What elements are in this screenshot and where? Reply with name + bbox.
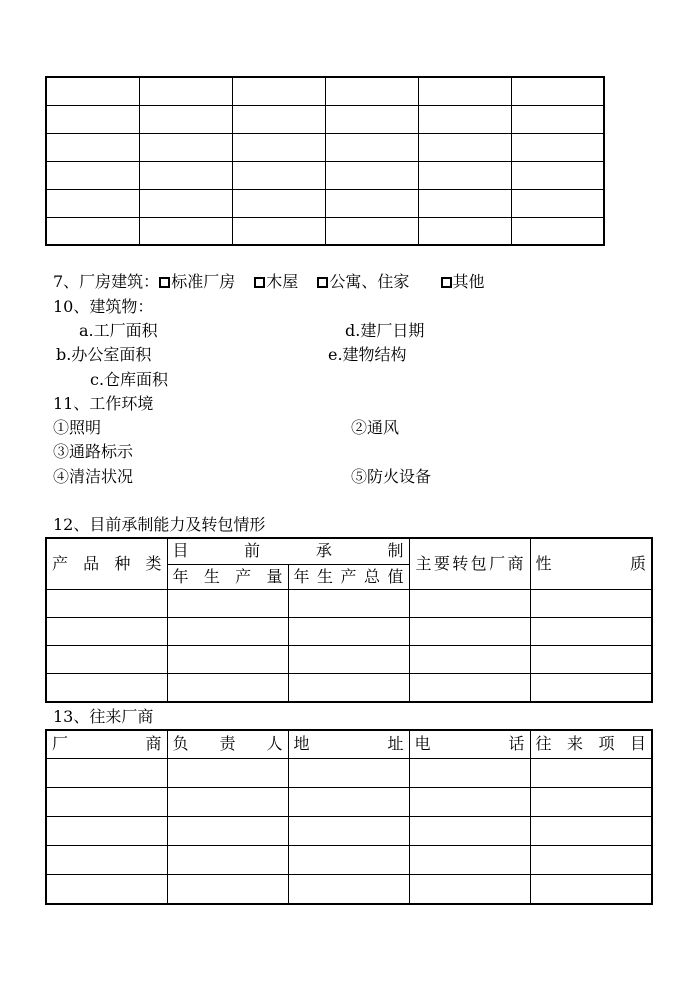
capacity-table-cell[interactable] xyxy=(288,617,409,645)
top-table-cell[interactable] xyxy=(232,133,325,161)
capacity-table-cell[interactable] xyxy=(530,589,652,617)
vendor-table-cell[interactable] xyxy=(409,875,530,904)
top-table-row xyxy=(46,105,604,133)
header-person-in-charge: 负 责 人 xyxy=(167,730,288,758)
top-table-cell[interactable] xyxy=(511,77,604,105)
header-business-items: 往 来 项 目 xyxy=(530,730,652,758)
vendor-table-cell[interactable] xyxy=(167,846,288,875)
q11-item-2: ②通风 xyxy=(351,418,400,437)
top-table-cell[interactable] xyxy=(46,105,139,133)
vendor-table-row xyxy=(46,846,652,875)
q7-line xyxy=(53,272,485,292)
vendor-table-cell[interactable] xyxy=(288,758,409,787)
top-table-cell[interactable] xyxy=(139,189,232,217)
capacity-table-cell[interactable] xyxy=(288,674,409,702)
capacity-table-row xyxy=(46,589,652,617)
top-table-cell[interactable] xyxy=(418,217,511,245)
vendor-table-cell[interactable] xyxy=(46,875,167,904)
top-table-cell[interactable] xyxy=(418,161,511,189)
top-table-cell[interactable] xyxy=(325,105,418,133)
top-table-cell[interactable] xyxy=(139,161,232,189)
q11-item-3: ③通路标示 xyxy=(53,442,134,461)
q10-label: 10、建筑物： xyxy=(53,297,154,316)
top-table-row xyxy=(46,217,604,245)
top-table-cell[interactable] xyxy=(325,77,418,105)
header-annual-output: 年 生 产 量 xyxy=(167,564,288,589)
top-table-cell[interactable] xyxy=(325,161,418,189)
q10-item-c: c.仓库面积 xyxy=(90,370,169,389)
top-table-cell[interactable] xyxy=(511,189,604,217)
capacity-table-cell[interactable] xyxy=(409,674,530,702)
vendor-table xyxy=(45,729,653,905)
top-table-cell[interactable] xyxy=(511,161,604,189)
top-table-cell[interactable] xyxy=(232,161,325,189)
vendor-table-cell[interactable] xyxy=(409,787,530,816)
header-product-type: 产 品 种 类 xyxy=(46,538,167,589)
top-table-cell[interactable] xyxy=(511,133,604,161)
vendor-table-cell[interactable] xyxy=(530,846,652,875)
q11-item-4: ④清洁状况 xyxy=(53,467,134,486)
capacity-table-cell[interactable] xyxy=(530,617,652,645)
q11-item-1: ①照明 xyxy=(53,418,102,437)
header-vendor: 厂 商 xyxy=(46,730,167,758)
capacity-table-cell[interactable] xyxy=(288,646,409,674)
q10-item-a: a.工厂面积 xyxy=(79,321,158,340)
top-table-cell[interactable] xyxy=(46,161,139,189)
top-table-cell[interactable] xyxy=(232,105,325,133)
vendor-table-cell[interactable] xyxy=(46,846,167,875)
vendor-table-cell[interactable] xyxy=(46,787,167,816)
capacity-table xyxy=(45,537,653,703)
top-table-cell[interactable] xyxy=(139,105,232,133)
option-standard-factory: 标准厂房 xyxy=(171,272,236,291)
capacity-table-cell[interactable] xyxy=(530,646,652,674)
vendor-table-cell[interactable] xyxy=(530,816,652,845)
checkbox-standard-factory[interactable] xyxy=(159,277,170,288)
q7-label: 7、厂房建筑： xyxy=(53,272,160,291)
header-phone: 电 话 xyxy=(409,730,530,758)
capacity-table-cell[interactable] xyxy=(167,674,288,702)
capacity-table-cell[interactable] xyxy=(46,674,167,702)
top-table-row xyxy=(46,133,604,161)
capacity-table-cell[interactable] xyxy=(409,646,530,674)
top-table-cell[interactable] xyxy=(46,189,139,217)
top-table-cell[interactable] xyxy=(46,217,139,245)
vendor-table-cell[interactable] xyxy=(46,816,167,845)
capacity-table-cell[interactable] xyxy=(409,589,530,617)
vendor-table-cell[interactable] xyxy=(288,846,409,875)
vendor-table-row xyxy=(46,875,652,904)
top-table-cell[interactable] xyxy=(511,105,604,133)
vendor-table-cell[interactable] xyxy=(167,787,288,816)
vendor-table-cell[interactable] xyxy=(409,816,530,845)
top-table-cell[interactable] xyxy=(325,133,418,161)
top-table-cell[interactable] xyxy=(325,217,418,245)
option-wooden-house: 木屋 xyxy=(266,272,299,291)
capacity-table-cell[interactable] xyxy=(46,617,167,645)
top-table-cell[interactable] xyxy=(418,105,511,133)
vendor-table-cell[interactable] xyxy=(288,875,409,904)
q13-label: 13、往来厂商 xyxy=(53,707,154,726)
top-table-cell[interactable] xyxy=(139,217,232,245)
capacity-table-row xyxy=(46,617,652,645)
header-annual-value: 年 生 产 总 值 xyxy=(288,564,409,589)
q10-item-b: b.办公室面积 xyxy=(56,345,152,364)
capacity-table-row xyxy=(46,674,652,702)
vendor-table-row xyxy=(46,758,652,787)
top-table-cell[interactable] xyxy=(232,217,325,245)
top-table-cell[interactable] xyxy=(325,189,418,217)
capacity-table-row xyxy=(46,646,652,674)
checkbox-apartment[interactable] xyxy=(317,277,328,288)
top-table-cell[interactable] xyxy=(418,133,511,161)
vendor-table-cell[interactable] xyxy=(167,816,288,845)
top-table-cell[interactable] xyxy=(46,77,139,105)
header-subcontractor: 主 要 转 包 厂 商 xyxy=(409,538,530,589)
vendor-table-cell[interactable] xyxy=(288,787,409,816)
header-current-capacity: 目 前 承 制 xyxy=(167,538,409,564)
vendor-table-cell[interactable] xyxy=(167,758,288,787)
capacity-table-cell[interactable] xyxy=(409,617,530,645)
q11-label: 11、工作环境 xyxy=(53,394,154,413)
q11-item-5: ⑤防火设备 xyxy=(351,467,432,486)
top-table-row xyxy=(46,189,604,217)
capacity-table-cell[interactable] xyxy=(288,589,409,617)
vendor-table-row xyxy=(46,787,652,816)
top-table-cell[interactable] xyxy=(511,217,604,245)
top-table-cell[interactable] xyxy=(139,133,232,161)
capacity-table-cell[interactable] xyxy=(46,589,167,617)
header-nature: 性 质 xyxy=(530,538,652,589)
top-table-cell[interactable] xyxy=(232,189,325,217)
vendor-table-cell[interactable] xyxy=(288,816,409,845)
option-other: 其他 xyxy=(452,272,485,291)
capacity-table-cell[interactable] xyxy=(167,617,288,645)
vendor-table-cell[interactable] xyxy=(530,758,652,787)
checkbox-wooden-house[interactable] xyxy=(254,277,265,288)
vendor-table-row xyxy=(46,816,652,845)
vendor-table-cell[interactable] xyxy=(530,787,652,816)
capacity-table-cell[interactable] xyxy=(530,674,652,702)
checkbox-other[interactable] xyxy=(441,277,452,288)
top-table-row xyxy=(46,161,604,189)
top-table-row xyxy=(46,77,604,105)
q10-item-e: e.建物结构 xyxy=(328,345,407,364)
top-blank-table xyxy=(45,76,605,246)
option-apartment: 公寓、住家 xyxy=(329,272,410,291)
vendor-table-cell[interactable] xyxy=(530,875,652,904)
vendor-table-cell[interactable] xyxy=(409,758,530,787)
vendor-table-cell[interactable] xyxy=(46,758,167,787)
top-table-cell[interactable] xyxy=(232,77,325,105)
top-table-cell[interactable] xyxy=(418,77,511,105)
q12-label: 12、目前承制能力及转包情形 xyxy=(53,515,266,534)
q10-item-d: d.建厂日期 xyxy=(345,321,425,340)
capacity-table-cell[interactable] xyxy=(167,589,288,617)
header-address: 地 址 xyxy=(288,730,409,758)
capacity-table-cell[interactable] xyxy=(46,646,167,674)
top-table-cell[interactable] xyxy=(46,133,139,161)
vendor-table-cell[interactable] xyxy=(167,875,288,904)
capacity-table-cell[interactable] xyxy=(167,646,288,674)
vendor-table-cell[interactable] xyxy=(409,846,530,875)
top-table-cell[interactable] xyxy=(418,189,511,217)
top-table-cell[interactable] xyxy=(139,77,232,105)
